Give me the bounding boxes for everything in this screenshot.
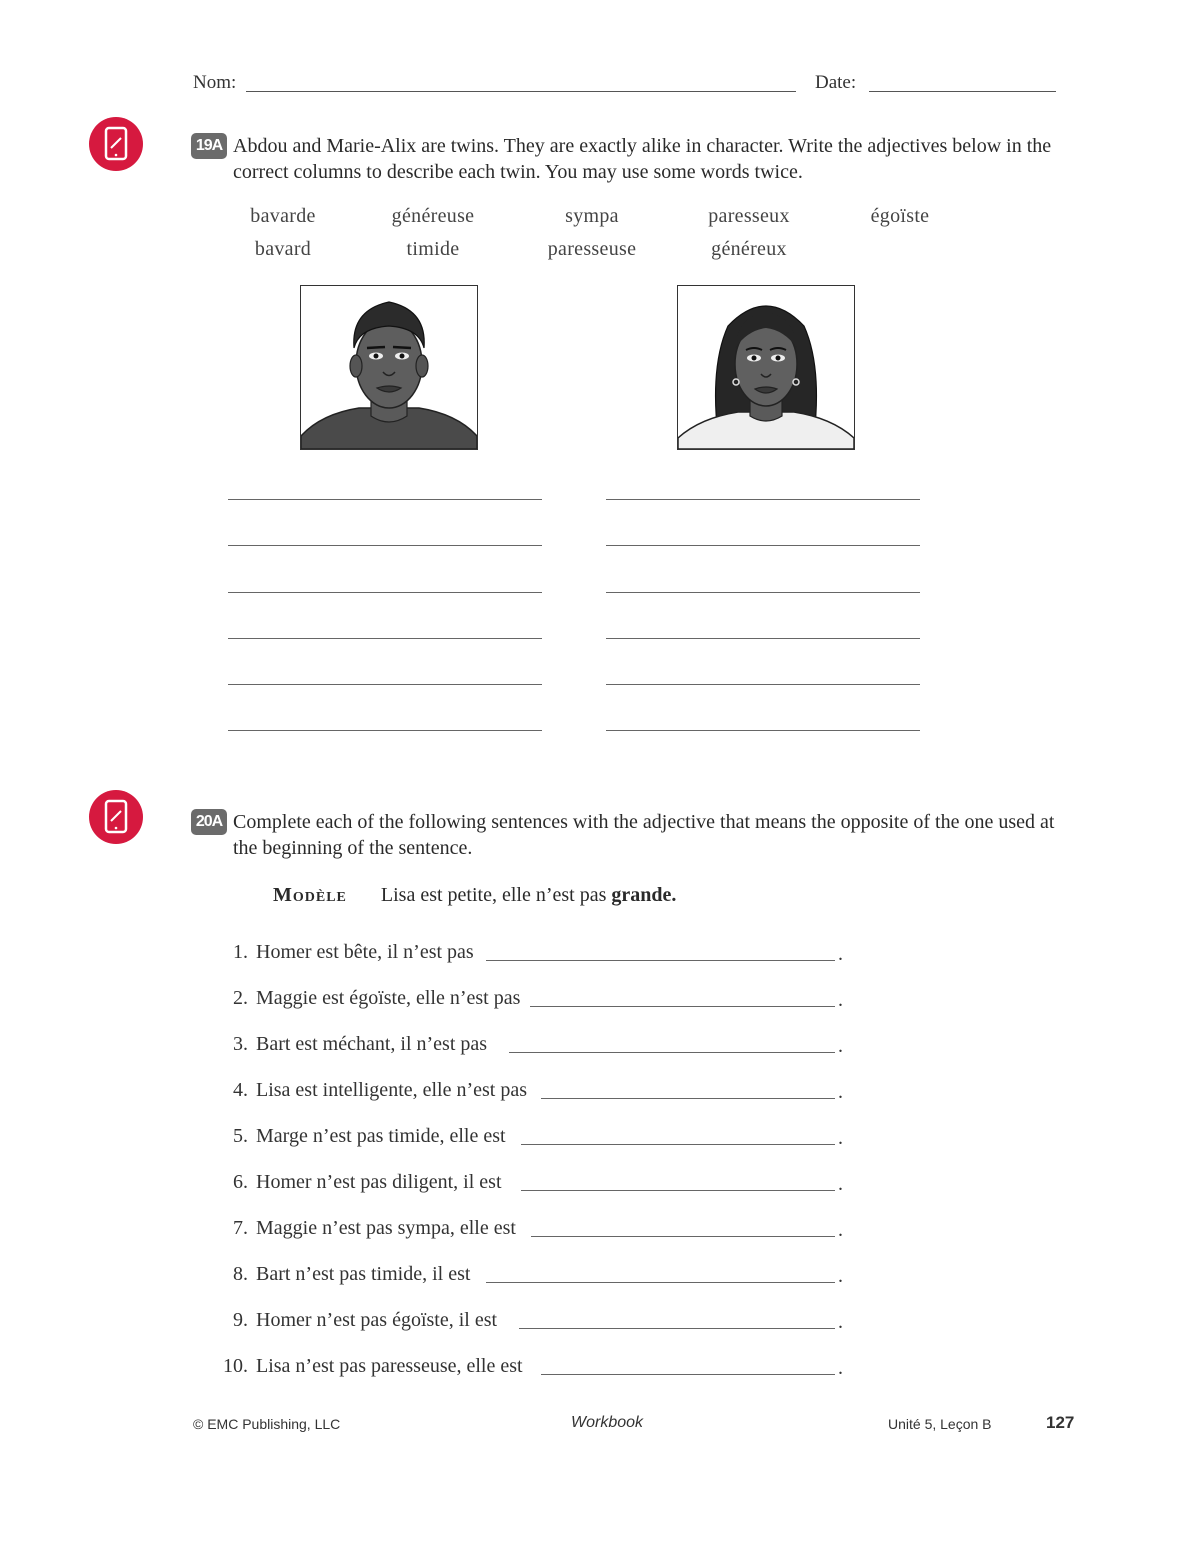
word-bank-item: bavarde [250,205,316,227]
model-text: Lisa est petite, elle n’est pas [380,884,607,906]
item-number: 7. [233,1217,248,1239]
item-answer-line[interactable] [521,1190,835,1191]
item-answer-line[interactable] [530,1006,835,1007]
answer-line-abdou[interactable] [228,730,542,731]
item-number: 4. [233,1079,248,1101]
word-bank-item: généreuse [391,205,475,227]
item-number: 5. [233,1125,248,1147]
answer-line-marie-alix[interactable] [606,684,920,685]
item-number: 6. [233,1171,248,1193]
exercise-19a-instructions: Abdou and Marie-Alix are twins. They are exactly alike in character. Write the adjectives below in the correct columns to describe each twin. You may use some words twice. [233,135,1052,183]
item-text: Lisa n’est pas paresseuse, elle est [256,1355,523,1377]
word-bank-item: paresseuse [547,238,637,260]
item-number: 9. [233,1309,248,1331]
item-period: . [838,1265,843,1287]
item-number: 1. [233,941,248,963]
item-answer-line[interactable] [521,1144,835,1145]
exercise-20a-instructions: Complete each of the following sentences with the adjective that means the opposite of the one used at the beginning of the sentence. [233,811,1055,859]
book-title: Workbook [571,1414,644,1431]
portrait-abdou [300,285,478,450]
answer-line-marie-alix[interactable] [606,592,920,593]
item-text: Homer n’est pas diligent, il est [256,1171,502,1193]
answer-line-abdou[interactable] [228,499,542,500]
item-answer-line[interactable] [509,1052,835,1053]
exercise-badge-19a: 19A [191,133,227,159]
item-number: 8. [233,1263,248,1285]
word-bank-item: bavard [254,238,312,260]
answer-line-marie-alix[interactable] [606,730,920,731]
item-number: 2. [233,987,248,1009]
tablet-icon [89,117,143,171]
word-bank-item: égoïste [870,205,930,227]
copyright: © EMC Publishing, LLC [193,1416,341,1432]
item-number: 3. [233,1033,248,1055]
item-text: Maggie est égoïste, elle n’est pas [256,987,521,1009]
item-text: Bart n’est pas timide, il est [256,1263,471,1285]
item-text: Homer n’est pas égoïste, il est [256,1309,498,1331]
answer-line-abdou[interactable] [228,684,542,685]
date-field[interactable] [869,91,1056,92]
word-bank-item: généreux [711,238,787,260]
tablet-icon [89,790,143,844]
item-period: . [838,1357,843,1379]
item-period: . [838,1219,843,1241]
item-period: . [838,1081,843,1103]
portrait-marie-alix [677,285,855,450]
answer-line-abdou[interactable] [228,545,542,546]
word-bank-item: timide [406,238,460,260]
model-answer: grande. [611,884,677,906]
answer-line-abdou[interactable] [228,638,542,639]
item-text: Homer est bête, il n’est pas [256,941,474,963]
item-period: . [838,1173,843,1195]
item-answer-line[interactable] [486,960,835,961]
unit-label: Unité 5, Leçon B [888,1416,992,1432]
date-label: Date: [815,72,857,93]
exercise-badge-20a: 20A [191,809,227,835]
item-text: Lisa est intelligente, elle n’est pas [256,1079,528,1101]
answer-line-marie-alix[interactable] [606,499,920,500]
item-answer-line[interactable] [541,1098,835,1099]
model-sentence [273,884,676,907]
item-number: 10. [223,1355,248,1377]
word-bank-item: paresseux [708,205,790,227]
item-period: . [838,1127,843,1149]
model-label: Modèle [273,884,347,906]
item-period: . [838,989,843,1011]
item-text: Marge n’est pas timide, elle est [256,1125,506,1147]
name-label: Nom: [193,72,237,93]
word-bank-item: sympa [565,205,619,227]
answer-line-marie-alix[interactable] [606,638,920,639]
item-text: Maggie n’est pas sympa, elle est [256,1217,516,1239]
name-field[interactable] [246,91,796,92]
item-answer-line[interactable] [531,1236,835,1237]
item-answer-line[interactable] [519,1328,835,1329]
page-number: 127 [1046,1413,1075,1432]
item-period: . [838,1311,843,1333]
answer-line-marie-alix[interactable] [606,545,920,546]
answer-line-abdou[interactable] [228,592,542,593]
item-text: Bart est méchant, il n’est pas [256,1033,488,1055]
item-period: . [838,943,843,965]
item-answer-line[interactable] [486,1282,835,1283]
item-answer-line[interactable] [541,1374,835,1375]
item-period: . [838,1035,843,1057]
